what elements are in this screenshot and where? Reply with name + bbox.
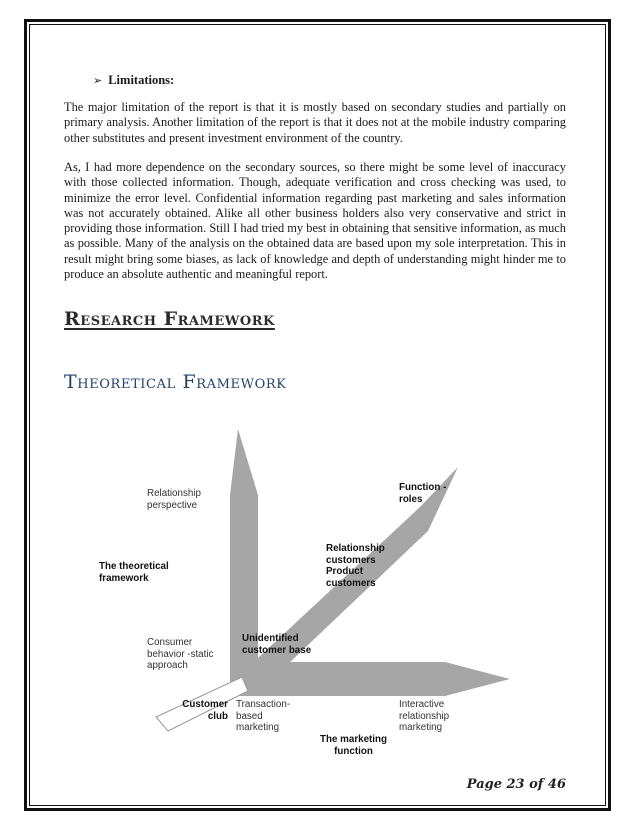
heading-theoretical-framework: Theoretical Framework [64,371,287,393]
paragraph-limitations-1: The major limitation of the report is that it is mostly based on secondary studies and partially on primary analysis. Another limitation of the report is that it does not at the mobile industry comparing other substitutes and present investment environment of the country. [64,100,566,145]
arrow-bullet-icon: ➢ [93,74,103,87]
diagram-shapes [90,425,590,775]
limitations-heading-text: Limitations: [108,73,175,87]
label-customer-club: Customer club [182,699,228,722]
label-transaction-marketing: Transaction- based marketing [236,699,291,733]
label-function-roles: Function -roles [399,482,447,505]
label-unidentified-customer: Unidentified customer base [242,633,312,656]
theoretical-framework-diagram [90,425,590,775]
label-interactive-marketing: Interactive relationship marketing [399,699,450,733]
label-relationship-customers: Relationship customers Product customers [326,543,385,589]
label-relationship-perspective: Relationship perspective [147,488,201,511]
page-number-footer: Page 23 of 46 [466,777,566,792]
label-theoretical-framework: The theoretical framework [99,561,169,584]
limitations-heading [93,73,174,88]
label-consumer-behavior: Consumer behavior -static approach [147,637,214,671]
label-marketing-function: The marketing function [320,734,387,757]
heading-research-framework: Research Framework [64,308,275,330]
paragraph-limitations-2: As, I had more dependence on the secondary sources, so there might be some level of inaccuracy with those collected information. Though, adequate verification and cross checking was used, to minimize the error level. Confidential information regarding past marketing and sales information was not accurately obtained. Alike all other business holders also very conservative and strict in providing those information. Still I had tried my best in obtaining that sensitive information, as much as possible. Many of the analysis on the obtained data are based upon my sole interpretation. This in result might bring some biases, as lack of knowledge and depth of understanding might hinder me to produce an absolute authentic and meaningful report. [64,160,566,282]
